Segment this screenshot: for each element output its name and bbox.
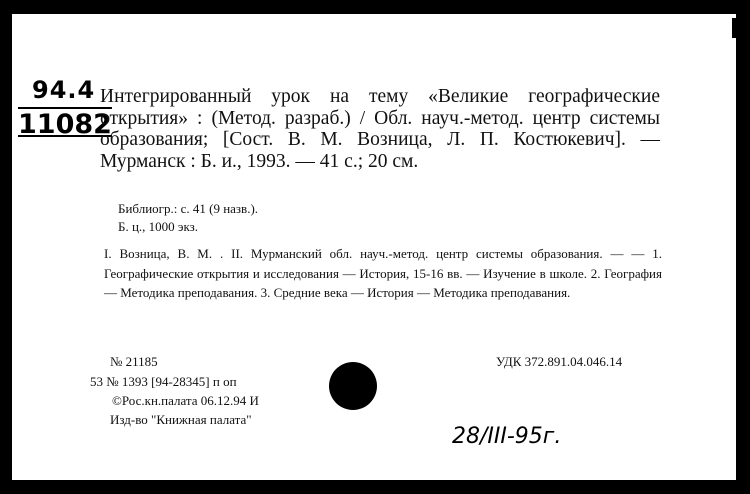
publisher-line: Изд-во "Книжная палата" — [110, 412, 252, 427]
price-note: Б. ц., 1000 экз. — [118, 219, 199, 234]
copyright-line: ©Рос.кн.палата 06.12.94 И — [112, 393, 259, 408]
catalog-card — [12, 14, 736, 480]
handwritten-date-note: 28/III-95г. — [452, 424, 562, 449]
card-number: № 21185 — [110, 354, 158, 369]
handwritten-inventory-number: 11082 — [18, 109, 112, 140]
bibliography-note: Библиогр.: с. 41 (9 назв.). — [118, 201, 259, 216]
title-description: Интегрированный урок на тему «Великие географические открытия» : (Метод. разраб.) / Обл. науч.-метод. центр системы образования; [Сост. В. М. Возница, Л. П. Костюкевич]. — Мурманск : Б. и., 1993. — 41 с.; 20 см. — [100, 86, 660, 172]
edge-mark — [732, 18, 736, 38]
udc-code: УДК 372.891.04.046.14 — [496, 354, 623, 369]
ink-blot — [329, 362, 377, 410]
series-line: 53 № 1393 [94-28345] п оп — [90, 374, 237, 389]
handwritten-shelf-code: 94.4 — [32, 76, 96, 104]
subject-entries: I. Возница, В. М. . II. Мурманский обл. науч.-метод. центр системы образования. — — 1. Географические открытия и исследования — История, 15-16 вв. — Изучение в школе. 2. География — Методика преподавания. 3. Средние века — История — Методика преподавания. — [104, 246, 662, 300]
